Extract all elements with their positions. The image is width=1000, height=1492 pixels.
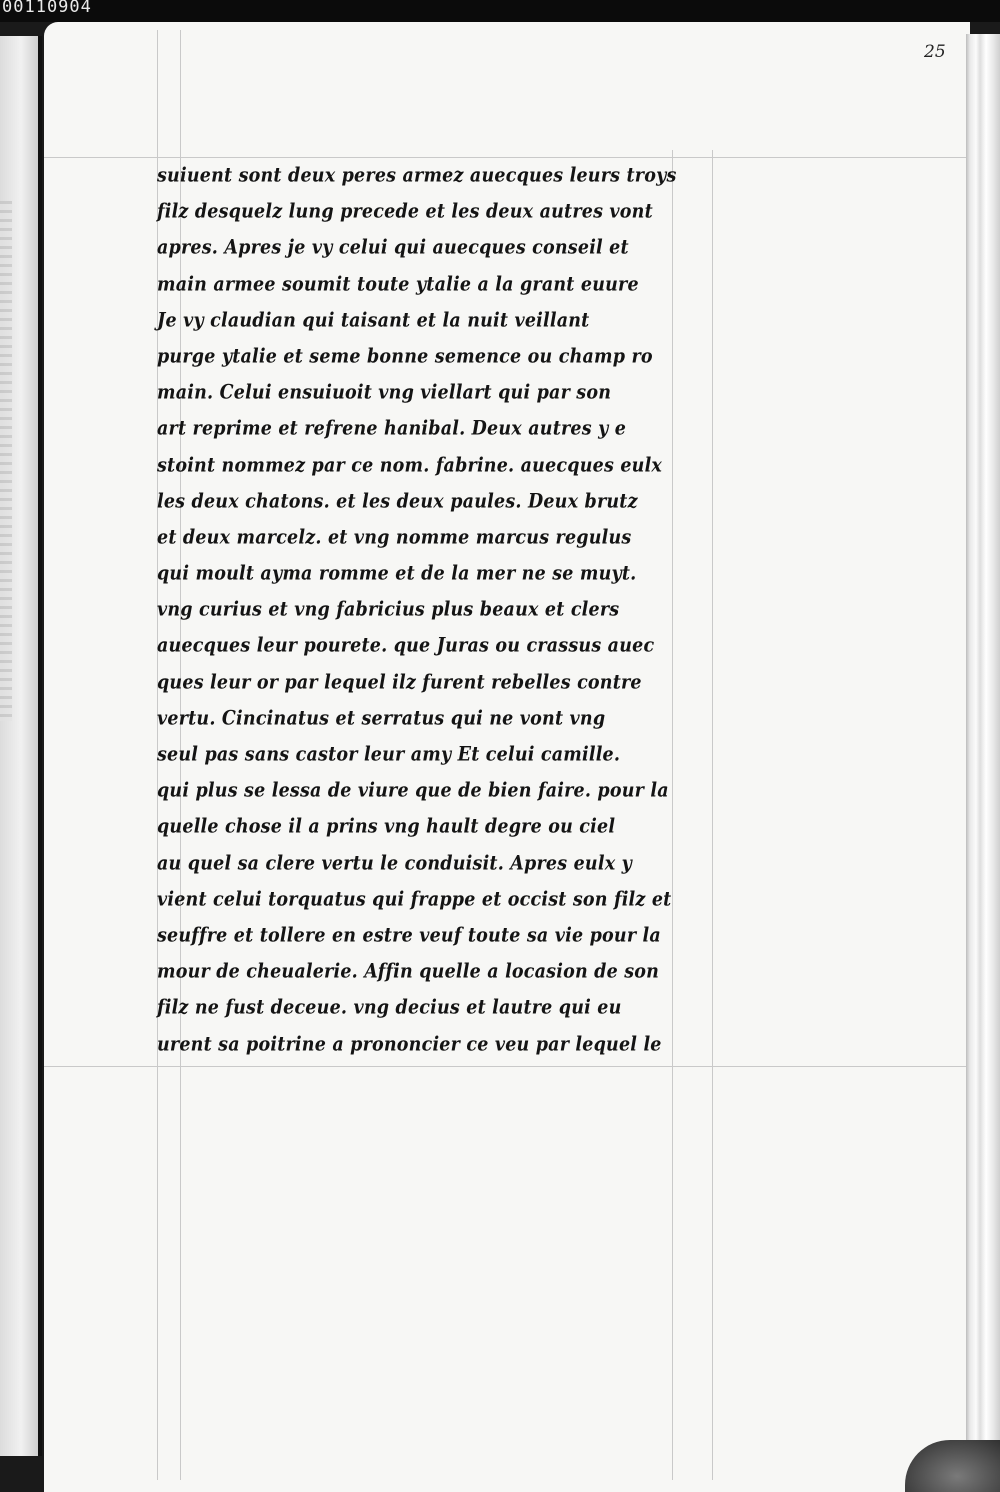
- text-line: vertu. Cincinatus et serratus qui ne vont vng: [157, 707, 606, 731]
- text-line: apres. Apres je vy celui qui auecques conseil et: [157, 237, 629, 260]
- text-line: seuffre et tollere en estre veuf toute sa vie pour la: [157, 924, 661, 948]
- text-line: qui moult ayma romme et de la mer ne se muyt.: [157, 562, 637, 586]
- text-line: mour de cheualerie. Affin quelle a locasion de son: [157, 960, 660, 984]
- text-line: Je vy claudian qui taisant et la nuit veillant: [157, 309, 590, 332]
- ruling-line-bottom: [44, 1066, 966, 1067]
- folio-number: 25: [924, 42, 946, 62]
- frame-id-label: 00110904: [2, 0, 92, 17]
- text-line: et deux marcelz. et vng nomme marcus regulus: [157, 526, 632, 550]
- ruling-line-right-2: [712, 150, 713, 1480]
- text-line: filz desquelz lung precede et les deux autres vont: [157, 200, 653, 224]
- text-line: urent sa poitrine a prononcier ce veu par lequel le: [157, 1033, 662, 1056]
- text-line: main armee soumit toute ytalie a la grant euure: [157, 273, 639, 296]
- text-line: art reprime et refrene hanibal. Deux autres y e: [157, 418, 627, 441]
- text-line: stoint nommez par ce nom. fabrine. auecques eulx: [157, 454, 663, 477]
- text-line: filz ne fust deceue. vng decius et lautre qui eu: [157, 997, 622, 1020]
- text-line: ques leur or par lequel ilz furent rebelles contre: [157, 671, 642, 694]
- text-line: main. Celui ensuiuoit vng viellart qui par son: [157, 381, 612, 405]
- manuscript-text-block: [157, 158, 712, 1063]
- text-line: au quel sa clere vertu le conduisit. Apres eulx y: [157, 852, 632, 875]
- page-fore-edge: [966, 34, 1000, 1492]
- facing-page-decoration: [0, 201, 12, 721]
- scan-header-strip: [0, 0, 1000, 22]
- text-line: auecques leur pourete. que Juras ou crassus auec: [157, 635, 655, 658]
- text-line: purge ytalie et seme bonne semence ou champ ro: [157, 345, 653, 369]
- facing-page-edge: [0, 36, 42, 1456]
- text-line: suiuent sont deux peres armez auecques leurs troys: [157, 164, 677, 188]
- text-line: seul pas sans castor leur amy Et celui camille.: [157, 743, 621, 767]
- text-line: les deux chatons. et les deux paules. Deux brutz: [157, 490, 638, 513]
- text-line: vient celui torquatus qui frappe et occist son filz et: [157, 888, 672, 911]
- text-line: qui plus se lessa de viure que de bien faire. pour la: [157, 779, 669, 803]
- text-line: quelle chose il a prins vng hault degre ou ciel: [157, 816, 616, 839]
- text-line: vng curius et vng fabricius plus beaux et clers: [157, 599, 620, 622]
